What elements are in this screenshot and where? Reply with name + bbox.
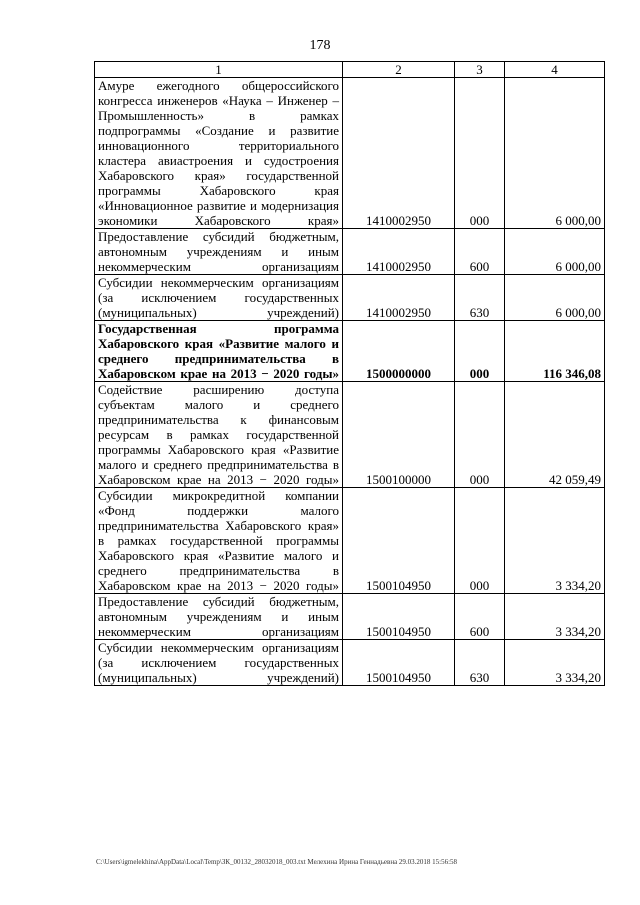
row-code: 1500100000 bbox=[343, 382, 455, 488]
row-expense-type: 000 bbox=[455, 382, 505, 488]
row-expense-type: 000 bbox=[455, 321, 505, 382]
row-expense-type: 630 bbox=[455, 640, 505, 686]
row-amount: 6 000,00 bbox=[505, 229, 605, 275]
column-header: 3 bbox=[455, 62, 505, 78]
row-description: Амуре ежегодного общероссийского конгресса инженеров «Наука – Инженер –Промышленность» в рамках подпрограммы «Создание и развитие инновационного территориального кластера авиастроения и судостроения Хабаровского края» государственной программы Хабаровского края «Инновационное развитие и модернизация экономики Хабаровского края» bbox=[95, 78, 343, 229]
row-code: 1410002950 bbox=[343, 275, 455, 321]
row-expense-type: 000 bbox=[455, 488, 505, 594]
row-description: Субсидии некоммерческим организациям (за исключением государственных (муниципальных) учреждений) bbox=[95, 640, 343, 686]
budget-table bbox=[94, 61, 605, 686]
row-description: Предоставление субсидий бюджетным, автономным учреждениям и иным некоммерческим организациям bbox=[95, 229, 343, 275]
table-header-row bbox=[95, 62, 605, 78]
table-row bbox=[95, 78, 605, 229]
table-row-program-total bbox=[95, 321, 605, 382]
row-amount: 3 334,20 bbox=[505, 488, 605, 594]
table-row bbox=[95, 594, 605, 640]
row-expense-type: 630 bbox=[455, 275, 505, 321]
row-code: 1500000000 bbox=[343, 321, 455, 382]
row-expense-type: 600 bbox=[455, 229, 505, 275]
page-number: 178 bbox=[309, 38, 331, 53]
row-amount: 6 000,00 bbox=[505, 275, 605, 321]
row-amount: 42 059,49 bbox=[505, 382, 605, 488]
row-amount: 6 000,00 bbox=[505, 78, 605, 229]
row-amount: 3 334,20 bbox=[505, 594, 605, 640]
row-code: 1410002950 bbox=[343, 229, 455, 275]
table-row bbox=[95, 640, 605, 686]
row-description: Субсидии некоммерческим организациям (за исключением государственных (муниципальных) учреждений) bbox=[95, 275, 343, 321]
table-row bbox=[95, 229, 605, 275]
row-amount: 3 334,20 bbox=[505, 640, 605, 686]
row-code: 1410002950 bbox=[343, 78, 455, 229]
row-amount: 116 346,08 bbox=[505, 321, 605, 382]
table-row bbox=[95, 488, 605, 594]
row-expense-type: 600 bbox=[455, 594, 505, 640]
row-code: 1500104950 bbox=[343, 640, 455, 686]
column-header: 2 bbox=[343, 62, 455, 78]
row-description: Государственная программа Хабаровского края «Развитие малого и среднего предпринимательства в Хабаровском крае на 2013 − 2020 годы» bbox=[95, 321, 343, 382]
table-row bbox=[95, 275, 605, 321]
row-description: Предоставление субсидий бюджетным, автономным учреждениям и иным некоммерческим организациям bbox=[95, 594, 343, 640]
row-code: 1500104950 bbox=[343, 594, 455, 640]
row-expense-type: 000 bbox=[455, 78, 505, 229]
column-header: 4 bbox=[505, 62, 605, 78]
table-row bbox=[95, 382, 605, 488]
column-header: 1 bbox=[95, 62, 343, 78]
row-description: Содействие расширению доступа субъектам малого и среднего предпринимательства к финансовым ресурсам в рамках государственной программы Хабаровского края «Развитие малого и среднего предпринимательства в Хабаровском крае на 2013 − 2020 годы» bbox=[95, 382, 343, 488]
file-path-footer: C:\Users\igmelekhina\AppData\Local\Temp\ЗК_00132_28032018_003.txt Мелехина Ирина Геннадьевна 29.03.2018 15:56:58 bbox=[96, 858, 458, 866]
row-description: Субсидии микрокредитной компании «Фонд поддержки малого предпринимательства Хабаровского края» в рамках государственной программы Хабаровского края «Развитие малого и среднего предпринимательства в Хабаровском крае на 2013 − 2020 годы» bbox=[95, 488, 343, 594]
row-code: 1500104950 bbox=[343, 488, 455, 594]
